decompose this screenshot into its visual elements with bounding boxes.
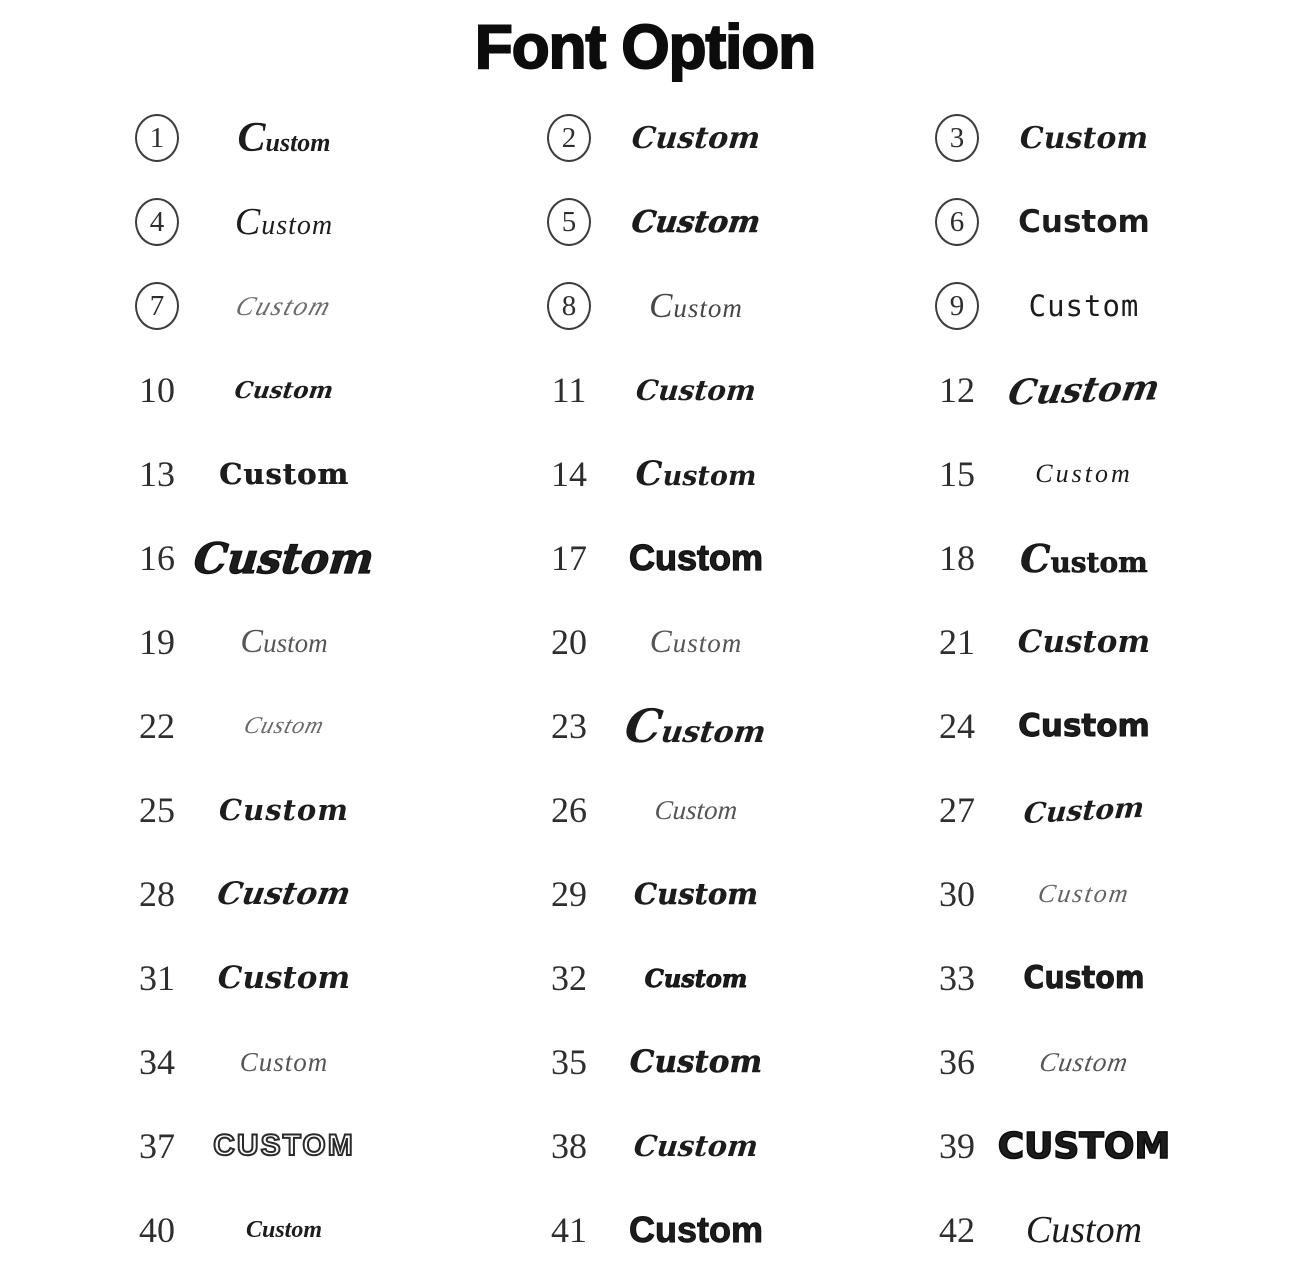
font-option-31-sample: Custom — [217, 960, 351, 996]
font-option-9 — [925, 264, 1290, 348]
font-option-16-number: 16 — [139, 538, 175, 578]
font-option-13-sample: Custom — [219, 457, 349, 491]
font-option-10-number: 10 — [139, 370, 175, 410]
font-option-27-number: 27 — [939, 790, 975, 830]
font-option-9-number: 9 — [935, 282, 979, 330]
font-option-11-sample: Custom — [634, 373, 758, 407]
font-option-12-number: 12 — [939, 370, 975, 410]
font-option-33-number: 33 — [939, 958, 975, 998]
font-option-19-number: 19 — [139, 622, 175, 662]
font-option-24 — [925, 684, 1290, 768]
font-option-8-sample: Custom — [649, 286, 743, 325]
font-option-18-sample: Custom — [1020, 535, 1148, 581]
font-option-29 — [537, 852, 925, 936]
font-option-2 — [537, 96, 925, 180]
font-option-15-number: 15 — [939, 454, 975, 494]
font-option-14 — [537, 432, 925, 516]
font-option-24-number: 24 — [939, 706, 975, 746]
font-option-39 — [925, 1104, 1290, 1188]
font-option-30-number: 30 — [939, 874, 975, 914]
font-option-23-number: 23 — [551, 706, 587, 746]
font-option-2-number: 2 — [547, 114, 591, 162]
font-option-18-number: 18 — [939, 538, 975, 578]
font-option-33-sample: Custom — [1023, 960, 1145, 996]
font-option-28 — [125, 852, 537, 936]
font-option-22 — [125, 684, 537, 768]
font-option-4-number: 4 — [135, 198, 179, 246]
font-option-41 — [537, 1188, 925, 1269]
font-option-25-sample: Custom — [219, 793, 349, 827]
font-option-37-number: 37 — [139, 1126, 175, 1166]
font-option-38 — [537, 1104, 925, 1188]
font-option-41-sample: Custom — [629, 1209, 763, 1250]
font-option-26-number: 26 — [551, 790, 587, 830]
font-option-8 — [537, 264, 925, 348]
font-option-1 — [125, 96, 537, 180]
font-option-10 — [125, 348, 537, 432]
font-option-42 — [925, 1188, 1290, 1269]
font-option-30 — [925, 852, 1290, 936]
font-option-6 — [925, 180, 1290, 264]
font-option-42-sample: Custom — [1025, 1209, 1143, 1251]
font-option-20-sample: Custom — [649, 623, 743, 660]
font-option-11 — [537, 348, 925, 432]
font-option-37 — [125, 1104, 537, 1188]
font-option-36-sample: Custom — [1037, 1046, 1131, 1077]
font-option-33 — [925, 936, 1290, 1020]
font-option-9-sample: Custom — [1028, 289, 1140, 323]
font-option-34 — [125, 1020, 537, 1104]
font-option-25-number: 25 — [139, 790, 175, 830]
font-option-13-number: 13 — [139, 454, 175, 494]
font-option-35-sample: Custom — [629, 1044, 763, 1080]
font-option-7 — [125, 264, 537, 348]
font-option-1-number: 1 — [135, 114, 179, 162]
font-option-38-number: 38 — [551, 1126, 587, 1166]
font-option-34-number: 34 — [139, 1042, 175, 1082]
page-title: Font Option — [474, 13, 816, 82]
font-option-35 — [537, 1020, 925, 1104]
font-option-13 — [125, 432, 537, 516]
font-option-40-sample: Custom — [245, 1216, 323, 1243]
font-option-4-sample: Custom — [234, 201, 334, 243]
font-option-19-sample: Custom — [240, 623, 328, 660]
font-option-25 — [125, 768, 537, 852]
font-option-40-number: 40 — [139, 1210, 175, 1250]
font-option-17 — [537, 516, 925, 600]
font-option-14-sample: Custom — [635, 454, 757, 494]
font-option-5-sample: Custom — [629, 204, 763, 240]
font-option-30-sample: Custom — [1036, 879, 1132, 908]
font-option-5-number: 5 — [547, 198, 591, 246]
font-option-29-sample: Custom — [634, 877, 758, 911]
font-option-7-number: 7 — [135, 282, 179, 330]
font-option-34-sample: Custom — [239, 1046, 329, 1077]
font-option-16-sample: Custom — [191, 533, 377, 583]
font-option-26-sample: Custom — [653, 794, 739, 825]
font-option-27 — [925, 768, 1290, 852]
font-option-15-sample: Custom — [1035, 459, 1133, 488]
font-option-17-number: 17 — [551, 538, 587, 578]
font-option-6-sample: Custom — [1018, 204, 1150, 240]
font-option-29-number: 29 — [551, 874, 587, 914]
font-option-7-sample: Custom — [232, 290, 337, 321]
font-option-2-sample: Custom — [630, 120, 762, 156]
font-option-36 — [925, 1020, 1290, 1104]
font-option-8-number: 8 — [547, 282, 591, 330]
font-option-14-number: 14 — [551, 454, 587, 494]
font-option-41-number: 41 — [551, 1210, 587, 1250]
font-option-38-sample: Custom — [632, 1129, 760, 1163]
font-option-3-number: 3 — [935, 114, 979, 162]
font-option-4 — [125, 180, 537, 264]
font-option-23-sample: Custom — [621, 699, 769, 753]
font-option-31 — [125, 936, 537, 1020]
font-option-1-sample: Custom — [237, 115, 331, 161]
font-option-18 — [925, 516, 1290, 600]
font-option-12-sample: Custom — [1005, 366, 1163, 414]
font-option-20 — [537, 600, 925, 684]
font-option-36-number: 36 — [939, 1042, 975, 1082]
font-option-17-sample: Custom — [629, 537, 763, 578]
font-option-31-number: 31 — [139, 958, 175, 998]
font-option-35-number: 35 — [551, 1042, 587, 1082]
font-option-24-sample: Custom — [1018, 708, 1150, 744]
font-option-16 — [125, 516, 537, 600]
font-option-32 — [537, 936, 925, 1020]
font-option-40 — [125, 1188, 537, 1269]
font-option-23 — [537, 684, 925, 768]
font-option-32-number: 32 — [551, 958, 587, 998]
font-option-37-sample: CUSTOM — [213, 1129, 355, 1162]
font-option-21 — [925, 600, 1290, 684]
font-option-26 — [537, 768, 925, 852]
font-option-22-number: 22 — [139, 706, 175, 746]
font-option-32-sample: Custom — [644, 963, 748, 993]
font-option-22-sample: Custom — [240, 712, 328, 739]
font-option-3 — [925, 96, 1290, 180]
font-option-21-sample: Custom — [1017, 624, 1151, 660]
font-option-3-sample: Custom — [1019, 120, 1149, 156]
font-option-grid — [0, 96, 1290, 1269]
font-option-21-number: 21 — [939, 622, 975, 662]
font-option-11-number: 11 — [551, 370, 587, 410]
font-option-15 — [925, 432, 1290, 516]
font-option-10-sample: Custom — [232, 376, 336, 404]
font-option-39-sample: CUSTOM — [997, 1125, 1171, 1167]
font-option-39-number: 39 — [939, 1126, 975, 1166]
font-option-42-number: 42 — [939, 1210, 975, 1250]
font-option-28-sample: Custom — [214, 876, 354, 912]
font-option-5 — [537, 180, 925, 264]
font-option-19 — [125, 600, 537, 684]
font-option-6-number: 6 — [935, 198, 979, 246]
font-option-27-sample: Custom — [1022, 790, 1146, 830]
font-option-28-number: 28 — [139, 874, 175, 914]
font-option-12 — [925, 348, 1290, 432]
font-option-20-number: 20 — [551, 622, 587, 662]
